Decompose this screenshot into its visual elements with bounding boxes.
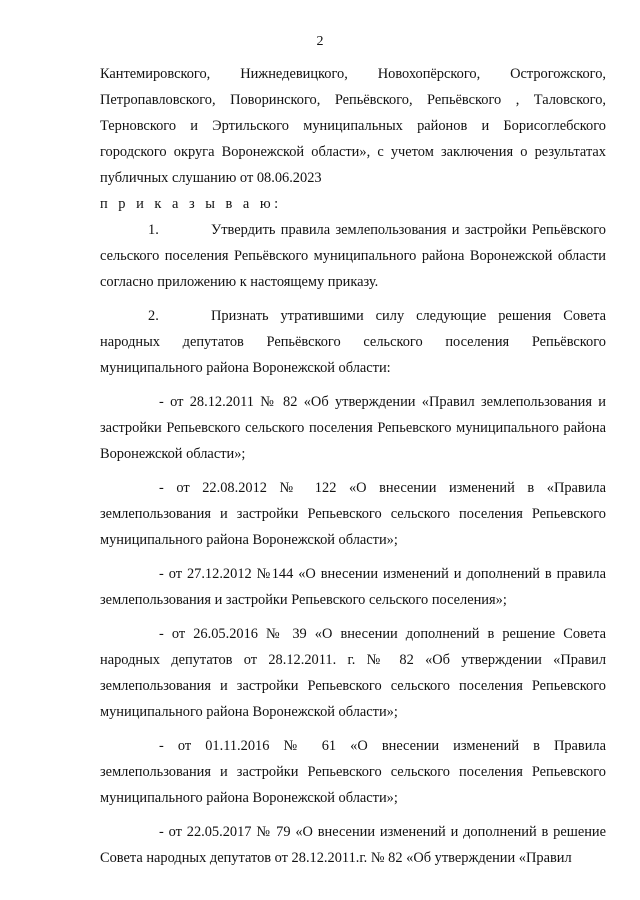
order-item-2 — [100, 303, 606, 381]
decision-item: - от 27.12.2012 №144 «О внесении изменений и дополнений в правила землепользования и застройки Репьевского сельского поселения»; — [100, 566, 606, 608]
item-number: 2. — [148, 308, 159, 324]
order-item-1 — [100, 217, 606, 295]
decision-item: - от 28.12.2011 № 82 «Об утверждении «Правил землепользования и застройки Репьевского сельского поселения Репьевского муниципального района Воронежской области»; — [100, 394, 606, 462]
document-body — [100, 61, 606, 879]
item-text: Признать утратившими силу следующие решения Совета народных депутатов Репьёвского сельского поселения Репьёвского муниципального района Воронежской области: — [100, 308, 606, 376]
item-number: 1. — [148, 222, 159, 238]
decision-item: - от 26.05.2016 № 39 «О внесении дополнений в решение Совета народных депутатов от 28.12.2011. г. № 82 «Об утверждении «Правил землепользования и застройки Репьевского сельского поселения Репьевского муниципального района Воронежской области»; — [100, 626, 606, 720]
page-number: 2 — [316, 34, 324, 49]
order-word: п р и к а з ы в а ю: — [100, 196, 282, 212]
decision-item: - от 22.05.2017 № 79 «О внесении изменений и дополнений в решение Совета народных депутатов от 28.12.2011.г. № 82 «Об утверждении «Правил — [100, 824, 606, 866]
item-text: Утвердить правила землепользования и застройки Репьёвского сельского поселения Репьёвского муниципального района Воронежской области согласно приложению к настоящему приказу. — [100, 222, 606, 290]
decision-item: - от 01.11.2016 № 61 «О внесении изменений в Правила землепользования и застройки Репьевского сельского поселения Репьевского муниципального района Воронежской области»; — [100, 738, 606, 806]
decision-item: - от 22.08.2012 № 122 «О внесении изменений в «Правила землепользования и застройки Репьевского сельского поселения Репьевского муниципального района Воронежской области»; — [100, 480, 606, 548]
intro-paragraph: Кантемировского, Нижнедевицкого, Новохопёрского, Острогожского, Петропавловского, Поворинского, Репьёвского, Репьёвского , Таловского, Терновского и Эртильского муниципальных районов и Борисоглебского городского округа Воронежской области», с учетом заключения о результатах публичных слушанию от 08.06.2023 — [100, 66, 606, 186]
